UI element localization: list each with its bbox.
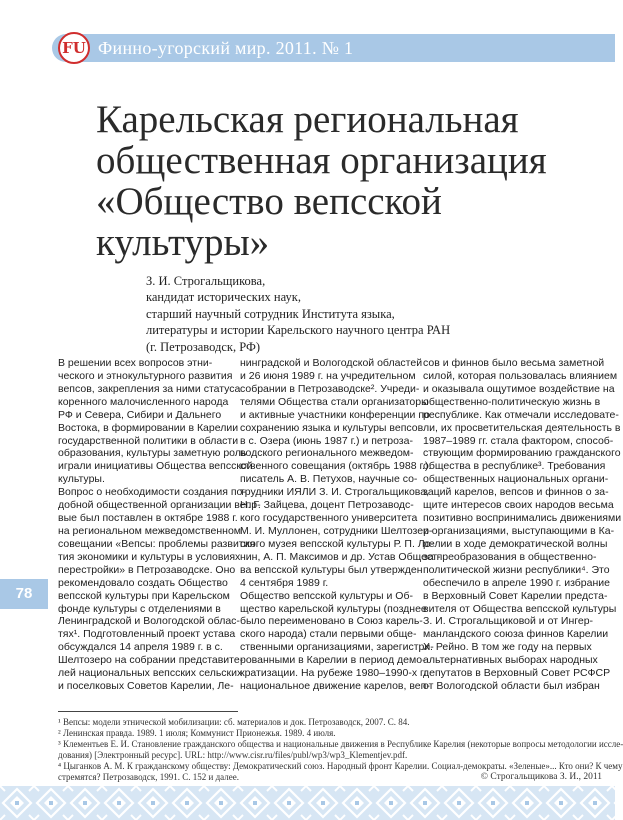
body-text-line: лей национальных вепсских сельских xyxy=(58,667,243,680)
body-text-line: РФ и Севера, Сибири и Дальнего xyxy=(58,408,222,421)
body-text-line: Ленинградской и Вологодской облас- xyxy=(58,615,240,628)
author-line: старший научный сотрудник Института языка, xyxy=(146,306,395,321)
footnote-line: ¹ Вепсы: модели этнической мобилизации: сб. материалов и док. Петрозаводск, 2007. С. 84. xyxy=(58,717,410,727)
body-text-line: Х. Рейно. В том же году на первых xyxy=(423,641,592,654)
body-text-line: 4 сентября 1989 г. xyxy=(240,576,329,589)
body-text-line: кого государственного университета xyxy=(240,512,418,525)
body-text-line: рованными в Карелии в период демо- xyxy=(240,654,426,667)
body-text-line: Вопрос о необходимости создания по- xyxy=(58,486,246,499)
body-text-line: вепсской культуры при Карельском xyxy=(58,589,230,602)
author-line: литературы и истории Карельского научного центра РАН xyxy=(146,323,451,338)
body-text-line: трудники ИЯЛИ З. И. Строгальщикова, xyxy=(240,486,430,499)
footnote-line: ⁴ Цыганков А. М. К гражданскому обществу: Демократический союз. Народный фронт Карелии. Социал-демократы. «Зеленые»... Кто они? К чему xyxy=(58,760,623,771)
body-text-line: телями Общества стали организаторы xyxy=(240,395,429,408)
body-text-line: Общество вепсской культуры и Об- xyxy=(240,589,413,602)
body-text-line: позитивно воспринимались движениями xyxy=(423,512,622,525)
footnote-line: ³ Клементьев Е. И. Становление гражданского общества и национальные движения в Республике Карелия (некоторые вопросы методологии иссле- xyxy=(58,738,623,749)
footnote-line: ² Ленинская правда. 1989. 1 июля; Коммунист Прионежья. 1989. 4 июля. xyxy=(58,727,336,738)
body-text-line: сохранению языка и культуры вепсов xyxy=(240,421,424,434)
author-line: (г. Петрозаводск, РФ) xyxy=(146,339,261,354)
body-text-line: фонде культуры с отделениями в xyxy=(58,602,221,615)
body-text-line: вепсов, закрепления за ними статуса xyxy=(58,382,241,395)
body-text-line: в с. Озера (июнь 1987 г.) и петроза- xyxy=(240,434,413,447)
body-text-line: от Вологодской области был избран xyxy=(423,680,600,693)
body-text-line: на региональном межведомственном xyxy=(58,524,242,537)
body-text-line: релии в ходе демократической волны xyxy=(423,537,608,550)
body-text-line: коренного малочисленного народа xyxy=(58,395,229,408)
body-text-line: сов и финнов было весьма заметной xyxy=(423,357,605,369)
body-text-line: Шелтозеро на собрании представите- xyxy=(58,654,244,667)
body-text-line: и организациями, выступающими в Ка- xyxy=(423,524,615,537)
footnote-line: дования) [Электронный ресурс]. URL: http://www.cisr.ru/files/publ/wp3/wp3_Klementjev.pdf. xyxy=(58,749,408,760)
body-text-line: национальное движение карелов, веп- xyxy=(240,680,430,693)
body-text-line: ского народа) стали первыми обще- xyxy=(240,628,417,641)
body-text-line: общественных национальных органи- xyxy=(423,473,609,486)
body-text-line: ва вепсской культуры был утвержден xyxy=(240,563,423,576)
body-text-line: было переименовано в Союз карель- xyxy=(240,615,423,628)
body-text-line: ского музея вепсской культуры Р. П. Ло- xyxy=(240,537,435,550)
body-text-line: М. И. Муллонен, сотрудники Шелтозер- xyxy=(240,524,433,537)
body-text-line: З. И. Строгальщиковой и от Ингер- xyxy=(423,615,594,628)
body-text-line: депутатов в Верховный Совет РСФСР xyxy=(423,667,611,680)
body-text-line: республике. Как отмечали исследовате- xyxy=(423,408,619,421)
ornament-pattern xyxy=(0,786,615,820)
body-text-line: общественно-политическую жизнь в xyxy=(423,395,601,408)
page-header xyxy=(0,0,615,76)
body-text-line: государственной политики в области xyxy=(58,434,239,447)
body-text-line: совещании «Вепсы: проблемы развития xyxy=(58,537,256,550)
footnote-line: стремятся? Петрозаводск, 1991. С. 152 и далее. xyxy=(58,771,239,782)
body-text-line: щите интересов своих народов весьма xyxy=(423,499,614,512)
author-line: З. И. Строгальщикова, xyxy=(146,274,266,288)
body-text-line: альтернативных выборах народных xyxy=(423,654,598,667)
body-text-line: водского регионального межведом- xyxy=(240,447,414,460)
body-text-line: ческого и этнокультурного развития xyxy=(58,369,233,382)
body-text-line: ственными организациями, зарегистри- xyxy=(240,641,434,654)
body-text-line: за преобразования в общественно- xyxy=(423,550,597,563)
body-text-line: ствующим формированию гражданского xyxy=(423,447,621,460)
body-text-line: и активные участники конференции по xyxy=(240,408,430,421)
title-line: культуры» xyxy=(96,221,270,264)
body-text-line: Востока, в формировании в Карелии xyxy=(58,421,239,434)
title-line: Карельская региональная xyxy=(96,98,519,141)
body-text-line: и оказывала ощутимое воздействие на xyxy=(423,382,615,395)
footnote-divider xyxy=(58,711,238,712)
title-line: общественная организация xyxy=(96,139,547,182)
body-text-line: кратизации. На рубеже 1980–1990-х гг. xyxy=(240,667,430,680)
journal-logo: FU xyxy=(58,32,90,64)
body-text-line: 1987–1989 гг. стала фактором, способ- xyxy=(423,434,614,447)
body-text-line: тях¹. Подготовленный проект устава xyxy=(58,628,236,641)
body-text-line: вителя от Общества вепсской культуры xyxy=(423,602,617,615)
article-title xyxy=(96,99,576,263)
author-line: кандидат исторических наук, xyxy=(146,290,301,305)
body-column-2 xyxy=(240,357,441,693)
body-text-line: тия экономики и культуры в условиях xyxy=(58,550,241,563)
body-text-line: перестройки» в Петрозаводске. Оно xyxy=(58,563,236,576)
body-text-line: нинградской и Вологодской областей xyxy=(240,357,423,369)
body-text-line: культуры. xyxy=(58,473,105,486)
author-block xyxy=(146,273,586,355)
body-column-3 xyxy=(423,357,622,693)
folk-ornament-band xyxy=(0,786,615,820)
body-text-line: обеспечило в апреле 1990 г. избрание xyxy=(423,576,610,589)
body-text-line: нин, А. П. Максимов и др. Устав Общест- xyxy=(240,550,441,563)
body-text-line: писатель А. В. Петухов, научные со- xyxy=(240,473,418,486)
body-text-line: ли, их просветительская деятельность в xyxy=(423,421,621,434)
body-text-line: ственного совещания (октябрь 1988 г.): xyxy=(240,460,432,473)
body-text-line: и поселковых Советов Карелии, Ле- xyxy=(58,680,234,693)
body-text-line: образования, культуры заметную роль xyxy=(58,447,247,460)
body-text-line: заций карелов, вепсов и финнов о за- xyxy=(423,486,609,499)
body-text-line: общества в республике³. Требования xyxy=(423,460,606,473)
body-text-line: В решении всех вопросов этни- xyxy=(58,357,213,369)
body-column-1 xyxy=(58,357,261,693)
body-text-line: Н. Г. Зайцева, доцент Петрозаводс- xyxy=(240,499,414,512)
page-number: 78 xyxy=(0,579,48,609)
body-text-line: щество карельской культуры (позднее xyxy=(240,602,427,615)
body-text-line: манландского союза финнов Карелии xyxy=(423,628,609,641)
body-text-line: вые был поставлен в октябре 1988 г. xyxy=(58,512,238,525)
body-text-line: силой, которая пользовалась влиянием xyxy=(423,369,618,382)
copyright: © Строгальщикова З. И., 2011 xyxy=(480,772,602,782)
body-text-line: рекомендовало создать Общество xyxy=(58,576,228,589)
journal-title: Финно-угорский мир. 2011. № 1 xyxy=(98,38,354,58)
title-line: «Общество вепсской xyxy=(96,180,442,223)
body-text-line: в Верховный Совет Карелии предста- xyxy=(423,589,608,602)
body-text-line: политической жизни республики⁴. Это xyxy=(423,563,610,576)
body-text-line: добной общественной организации вепр- xyxy=(58,499,261,512)
body-text-line: обсуждался 14 апреля 1989 г. в с. xyxy=(58,641,223,654)
body-text-line: играли инициативы Общества вепсской xyxy=(58,460,253,473)
body-text-line: и 26 июня 1989 г. на учредительном xyxy=(240,369,416,382)
body-text-line: собрании в Петрозаводске². Учреди- xyxy=(240,382,420,395)
